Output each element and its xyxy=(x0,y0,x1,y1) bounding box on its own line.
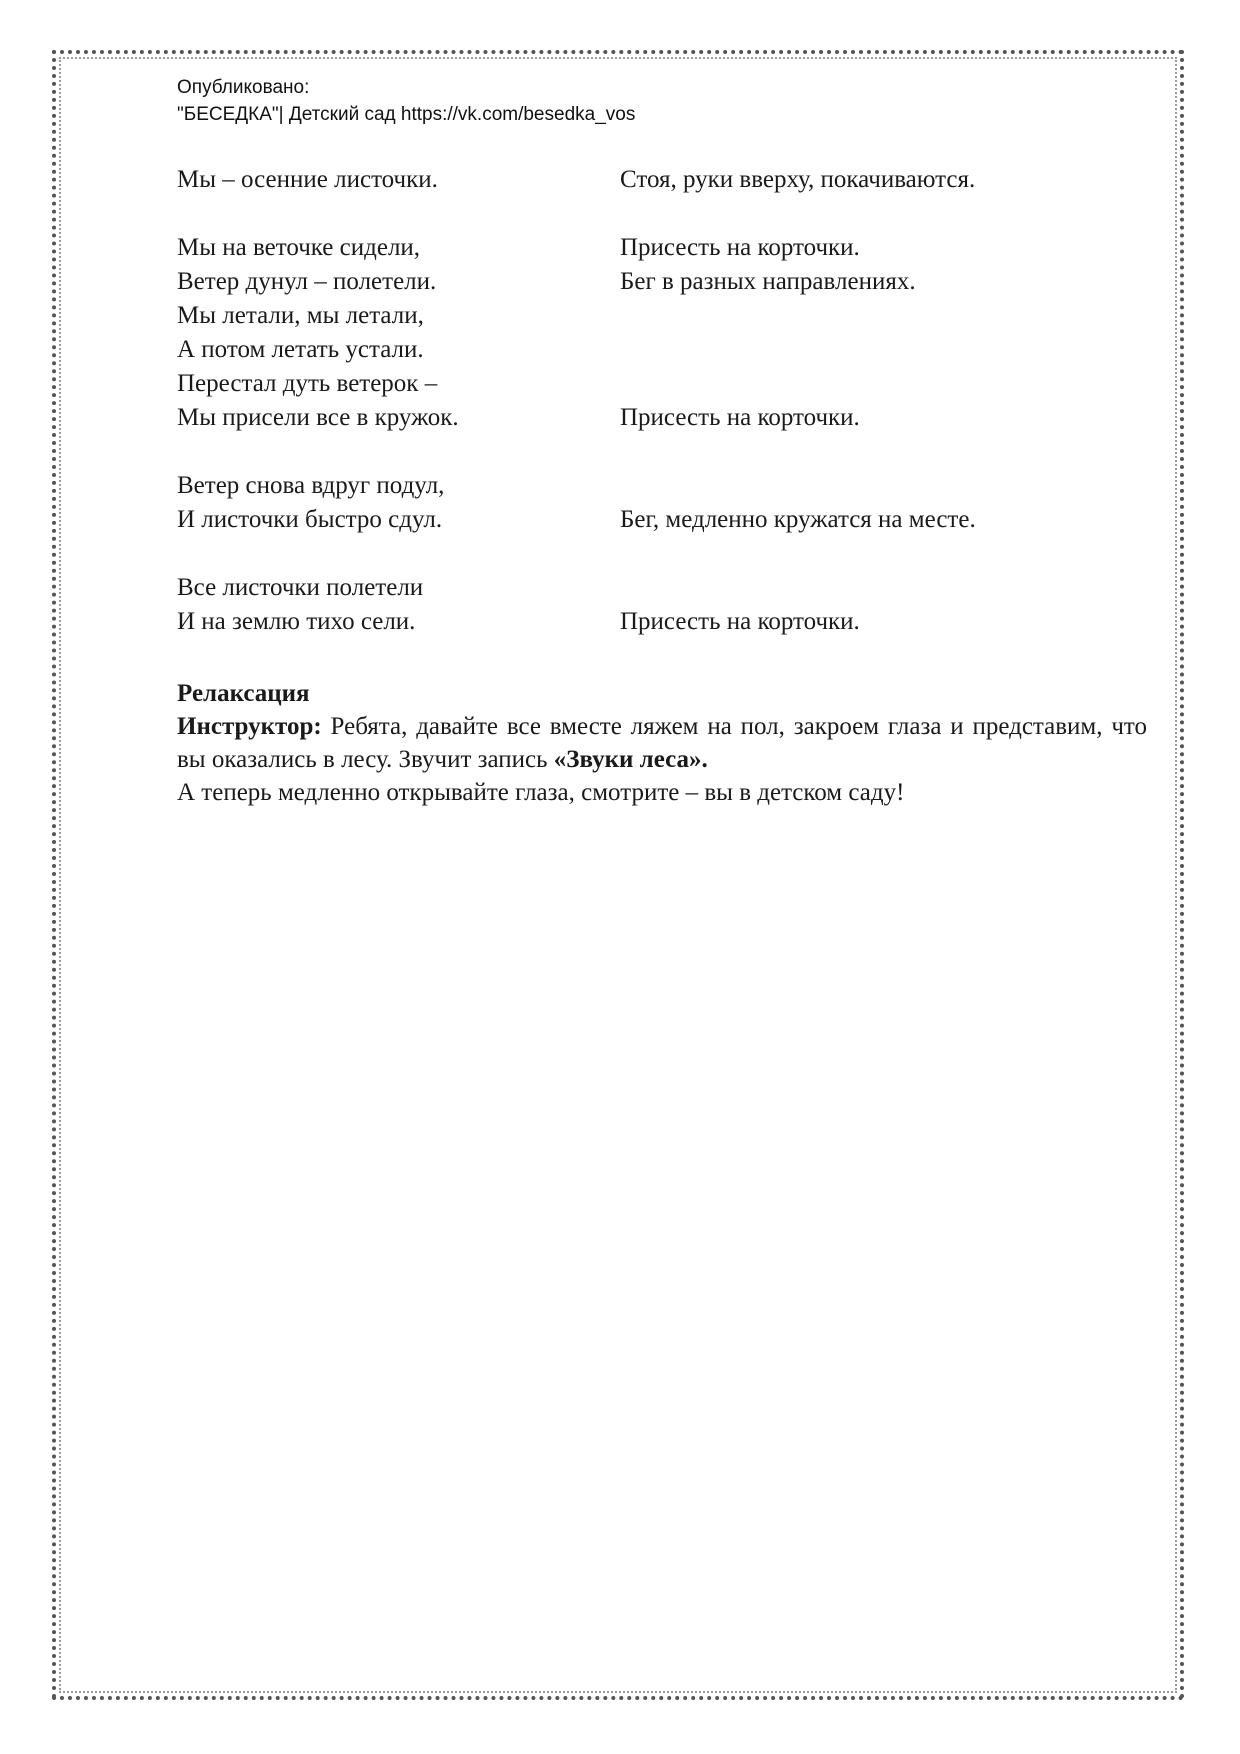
action-text xyxy=(620,333,1147,367)
poem-line xyxy=(177,231,1147,265)
publication-header xyxy=(177,74,635,128)
action-text: Стоя, руки вверху, покачиваются. xyxy=(620,166,976,193)
stanza-gap xyxy=(177,197,1147,231)
poem-line xyxy=(177,605,1147,639)
instructor-paragraph xyxy=(177,710,1147,776)
stanza-gap xyxy=(177,435,1147,469)
action-text: Присесть на корточки. xyxy=(620,608,860,635)
poem-line xyxy=(177,367,1147,401)
action-text xyxy=(620,299,1147,333)
action-text: Присесть на корточки. xyxy=(620,234,860,261)
published-label: Опубликовано: xyxy=(177,77,310,98)
action-text xyxy=(620,469,1147,503)
poem-line xyxy=(177,163,1147,197)
verse-text: Перестал дуть ветерок – xyxy=(177,370,438,397)
verse-text: Мы летали, мы летали, xyxy=(177,302,424,329)
verse-text: Все листочки полетели xyxy=(177,574,424,601)
section-gap xyxy=(177,639,1147,673)
stanza-gap xyxy=(177,537,1147,571)
poem-line xyxy=(177,503,1147,537)
action-text: Присесть на корточки. xyxy=(620,404,860,431)
action-text xyxy=(620,367,1147,401)
relaxation-heading: Релаксация xyxy=(177,680,310,707)
verse-text: Ветер дунул – полетели. xyxy=(177,268,437,295)
document-body xyxy=(177,163,1147,809)
final-line: А теперь медленно открывайте глаза, смотрите – вы в детском саду! xyxy=(177,779,905,806)
action-text xyxy=(620,571,1147,605)
poem-line xyxy=(177,571,1147,605)
verse-text: А потом летать устали. xyxy=(177,336,424,363)
poem-line xyxy=(177,265,1147,299)
verse-text: Ветер снова вдруг подул, xyxy=(177,472,445,499)
action-text: Бег в разных направлениях. xyxy=(620,268,916,295)
verse-text: Мы на веточке сидели, xyxy=(177,234,421,261)
poem-line xyxy=(177,401,1147,435)
instructor-label: Инструктор: xyxy=(177,713,322,740)
action-text: Бег, медленно кружатся на месте. xyxy=(620,506,976,533)
poem-line xyxy=(177,333,1147,367)
instructor-text: Ребята, давайте все вместе ляжем на пол, закроем глаза и представим, что вы оказались в лесу. Звучит запись xyxy=(177,713,1147,773)
publisher-line: "БЕСЕДКА"| Детский сад https://vk.com/besedka_vos xyxy=(177,104,636,125)
poem-line xyxy=(177,469,1147,503)
verse-text: И листочки быстро сдул. xyxy=(177,506,443,533)
recording-title: «Звуки леса». xyxy=(553,746,708,773)
verse-text: И на землю тихо сели. xyxy=(177,608,416,635)
poem-line xyxy=(177,299,1147,333)
verse-text: Мы – осенние листочки. xyxy=(177,166,438,193)
verse-text: Мы присели все в кружок. xyxy=(177,404,459,431)
